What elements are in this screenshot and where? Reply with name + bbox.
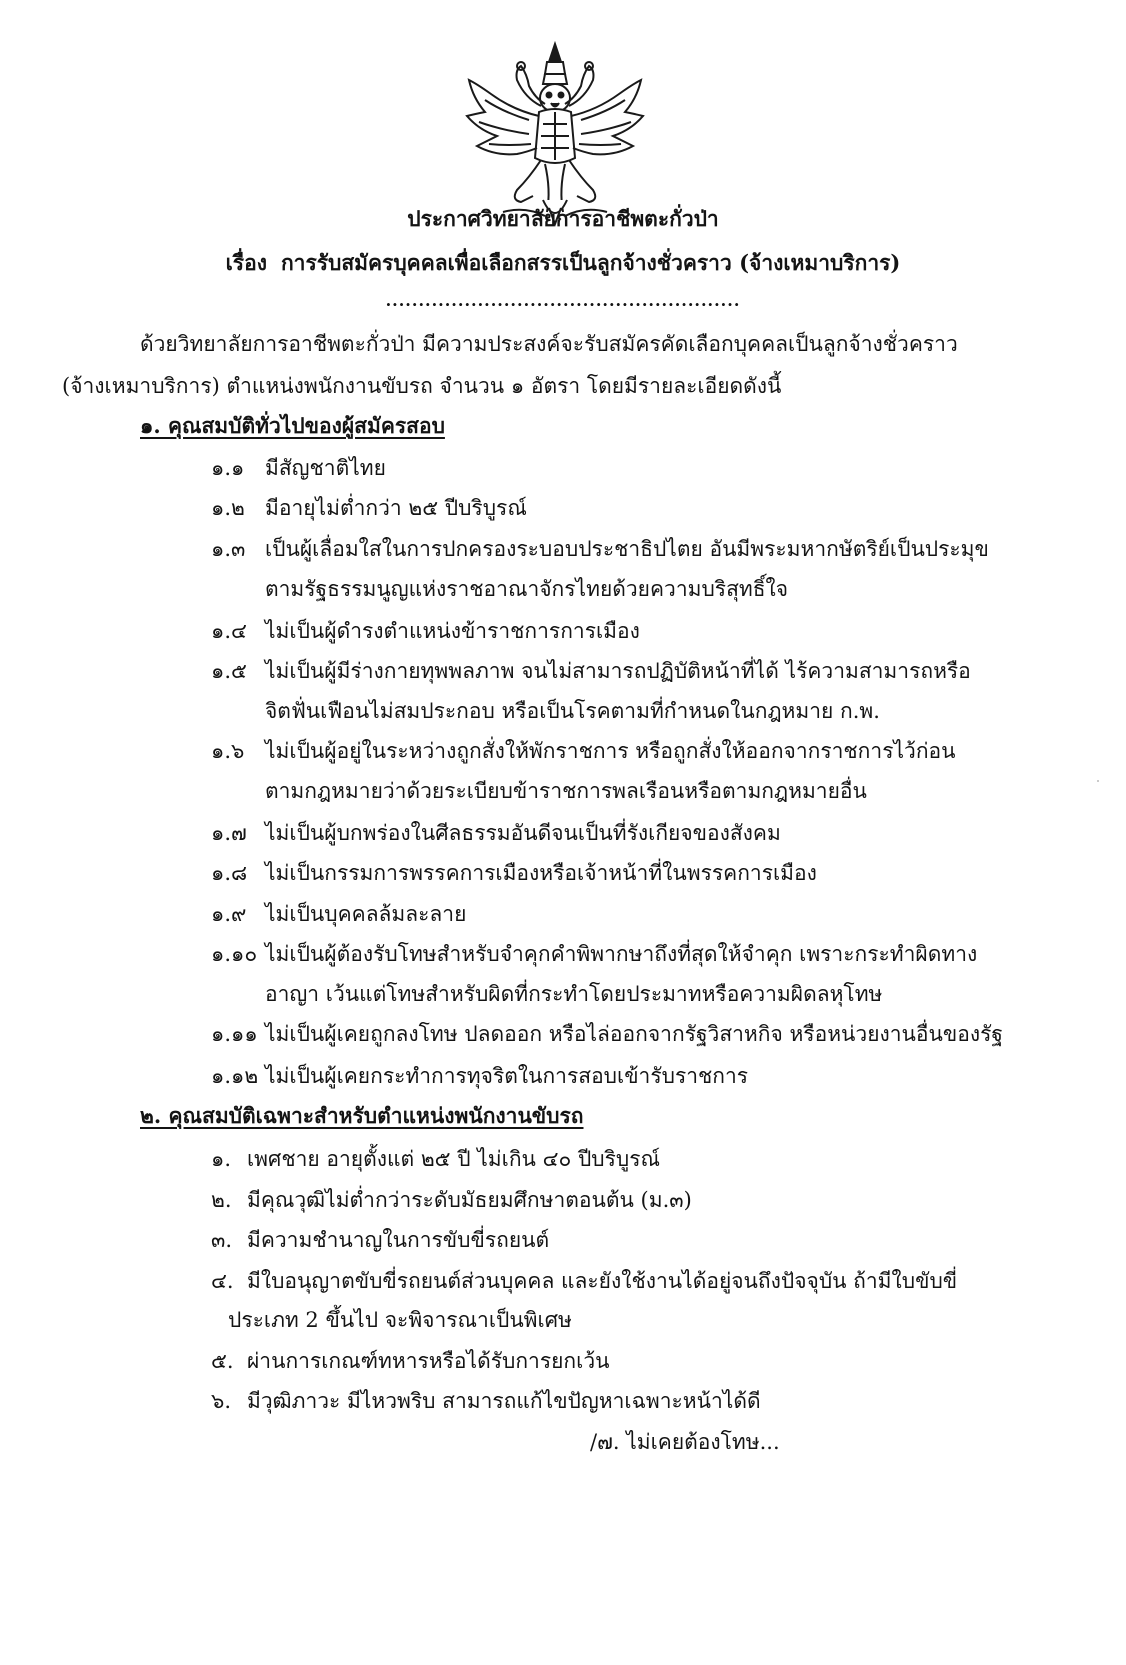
item-number: ๔.	[211, 1269, 234, 1293]
item-text: ไม่เป็นผู้เคยกระทำการทุจริตในการสอบเข้ารับราชการ	[265, 1064, 749, 1088]
item-text: เพศชาย อายุตั้งแต่ ๒๕ ปี ไม่เกิน ๔๐ ปีบริบูรณ์	[247, 1147, 660, 1171]
list-item	[211, 940, 977, 968]
item-number: ๑.๑๒	[211, 1064, 259, 1088]
item-number: ๑.๕	[211, 659, 247, 683]
title-divider: ......................................................	[385, 291, 741, 310]
list-item	[211, 657, 971, 685]
item-text: ไม่เป็นผู้บกพร่องในศีลธรรมอันดีจนเป็นที่รังเกียจของสังคม	[265, 821, 781, 845]
subject-label: เรื่อง	[225, 250, 267, 275]
item-number: ๒.	[211, 1188, 232, 1212]
item-number: ๕.	[211, 1349, 234, 1373]
announcement-title: ประกาศวิทยาลัยการอาชีพตะกั่วป่า	[407, 206, 719, 231]
list-item	[211, 1186, 692, 1214]
item-continuation: จิตฟั่นเฟือนไม่สมประกอบ หรือเป็นโรคตามที่กำหนดในกฎหมาย ก.พ.	[265, 699, 880, 723]
item-text: มีความชำนาญในการขับขี่รถยนต์	[247, 1228, 550, 1252]
item-number: ๑.๙	[211, 902, 247, 926]
item-number: ๑.๘	[211, 861, 248, 885]
announcement-subject	[0, 249, 1126, 277]
item-text: ไม่เป็นผู้ต้องรับโทษสำหรับจำคุกคำพิพากษาถึงที่สุดให้จำคุก เพราะกระทำผิดทาง	[265, 942, 978, 966]
list-item	[211, 1226, 549, 1254]
item-number: ๓.	[211, 1228, 233, 1252]
item-number: ๑.๑๐	[211, 942, 258, 966]
item-continuation: อาญา เว้นแต่โทษสำหรับผิดที่กระทำโดยประมาทหรือความผิดลหุโทษ	[265, 982, 883, 1006]
item-number: ๖.	[211, 1389, 232, 1413]
item-number: ๑.๒	[211, 496, 245, 520]
subject-text: การรับสมัครบุคคลเพื่อเลือกสรรเป็นลูกจ้างชั่วคราว (จ้างเหมาบริการ)	[280, 250, 901, 275]
item-text: ไม่เป็นผู้อยู่ในระหว่างถูกสั่งให้พักราชการ หรือถูกสั่งให้ออกจากราชการไว้ก่อน	[265, 739, 956, 763]
item-text: มีสัญชาติไทย	[265, 456, 386, 480]
section-2-heading: ๒. คุณสมบัติเฉพาะสำหรับตำแหน่งพนักงานขับรถ	[140, 1103, 584, 1128]
list-item	[211, 494, 527, 522]
item-text: มีอายุไม่ต่ำกว่า ๒๕ ปีบริบูรณ์	[265, 496, 527, 520]
item-number: ๑.	[211, 1147, 232, 1171]
item-continuation: ตามรัฐธรรมนูญแห่งราชอาณาจักรไทยด้วยความบริสุทธิ์ใจ	[265, 577, 789, 601]
list-item	[211, 1062, 748, 1090]
item-number: ๑.๓	[211, 537, 246, 561]
list-item	[211, 1145, 660, 1173]
list-item	[211, 859, 817, 887]
item-text: ไม่เป็นกรรมการพรรคการเมืองหรือเจ้าหน้าที่ในพรรคการเมือง	[265, 861, 817, 885]
list-item	[211, 617, 640, 645]
item-text: ไม่เป็นผู้มีร่างกายทุพพลภาพ จนไม่สามารถปฏิบัติหน้าที่ได้ ไร้ความสามารถหรือ	[265, 659, 971, 683]
page-continuation: /๗. ไม่เคยต้องโทษ...	[590, 1430, 780, 1454]
scan-speck	[1097, 780, 1099, 782]
list-item	[211, 1267, 957, 1295]
item-text: ไม่เป็นผู้ดำรงตำแหน่งข้าราชการการเมือง	[265, 619, 640, 643]
list-item	[211, 900, 466, 928]
list-item	[211, 535, 989, 563]
item-number: ๑.๖	[211, 739, 245, 763]
intro-line-2: (จ้างเหมาบริการ) ตำแหน่งพนักงานขับรถ จำนวน ๑ อัตรา โดยมีรายละเอียดดังนี้	[62, 374, 782, 398]
item-continuation: ตามกฎหมายว่าด้วยระเบียบข้าราชการพลเรือนหรือตามกฎหมายอื่น	[265, 779, 867, 803]
section-1-heading: ๑. คุณสมบัติทั่วไปของผู้สมัครสอบ	[140, 413, 445, 438]
item-number: ๑.๑๑	[211, 1022, 258, 1046]
intro-line-1: ด้วยวิทยาลัยการอาชีพตะกั่วป่า มีความประสงค์จะรับสมัครคัดเลือกบุคคลเป็นลูกจ้างชั่วคราว	[140, 332, 958, 356]
item-number: ๑.๑	[211, 456, 245, 480]
item-text: ไม่เป็นผู้เคยถูกลงโทษ ปลดออก หรือไล่ออกจากรัฐวิสาหกิจ หรือหน่วยงานอื่นของรัฐ	[265, 1022, 1003, 1046]
item-text: มีวุฒิภาวะ มีไหวพริบ สามารถแก้ไขปัญหาเฉพาะหน้าได้ดี	[247, 1389, 761, 1413]
item-text: มีคุณวุฒิไม่ต่ำกว่าระดับมัธยมศึกษาตอนต้น (ม.๓)	[247, 1188, 692, 1212]
list-item	[211, 819, 781, 847]
list-item	[211, 1020, 1003, 1048]
item-number: ๑.๗	[211, 821, 247, 845]
list-item	[211, 1387, 761, 1415]
item-continuation: ประเภท 2 ขึ้นไป จะพิจารณาเป็นพิเศษ	[228, 1308, 572, 1332]
item-text: มีใบอนุญาตขับขี่รถยนต์ส่วนบุคคล และยังใช้งานได้อยู่จนถึงปัจจุบัน ถ้ามีใบขับขี่	[247, 1269, 958, 1293]
list-item	[211, 1347, 609, 1375]
item-number: ๑.๔	[211, 619, 247, 643]
item-text: เป็นผู้เลื่อมใสในการปกครองระบอบประชาธิปไตย อันมีพระมหากษัตริย์เป็นประมุข	[265, 537, 989, 561]
item-text: ผ่านการเกณฑ์ทหารหรือได้รับการยกเว้น	[247, 1349, 610, 1373]
list-item	[211, 737, 956, 765]
item-text: ไม่เป็นบุคคลล้มละลาย	[265, 902, 467, 926]
list-item	[211, 454, 386, 482]
garuda-emblem-icon	[455, 40, 655, 230]
